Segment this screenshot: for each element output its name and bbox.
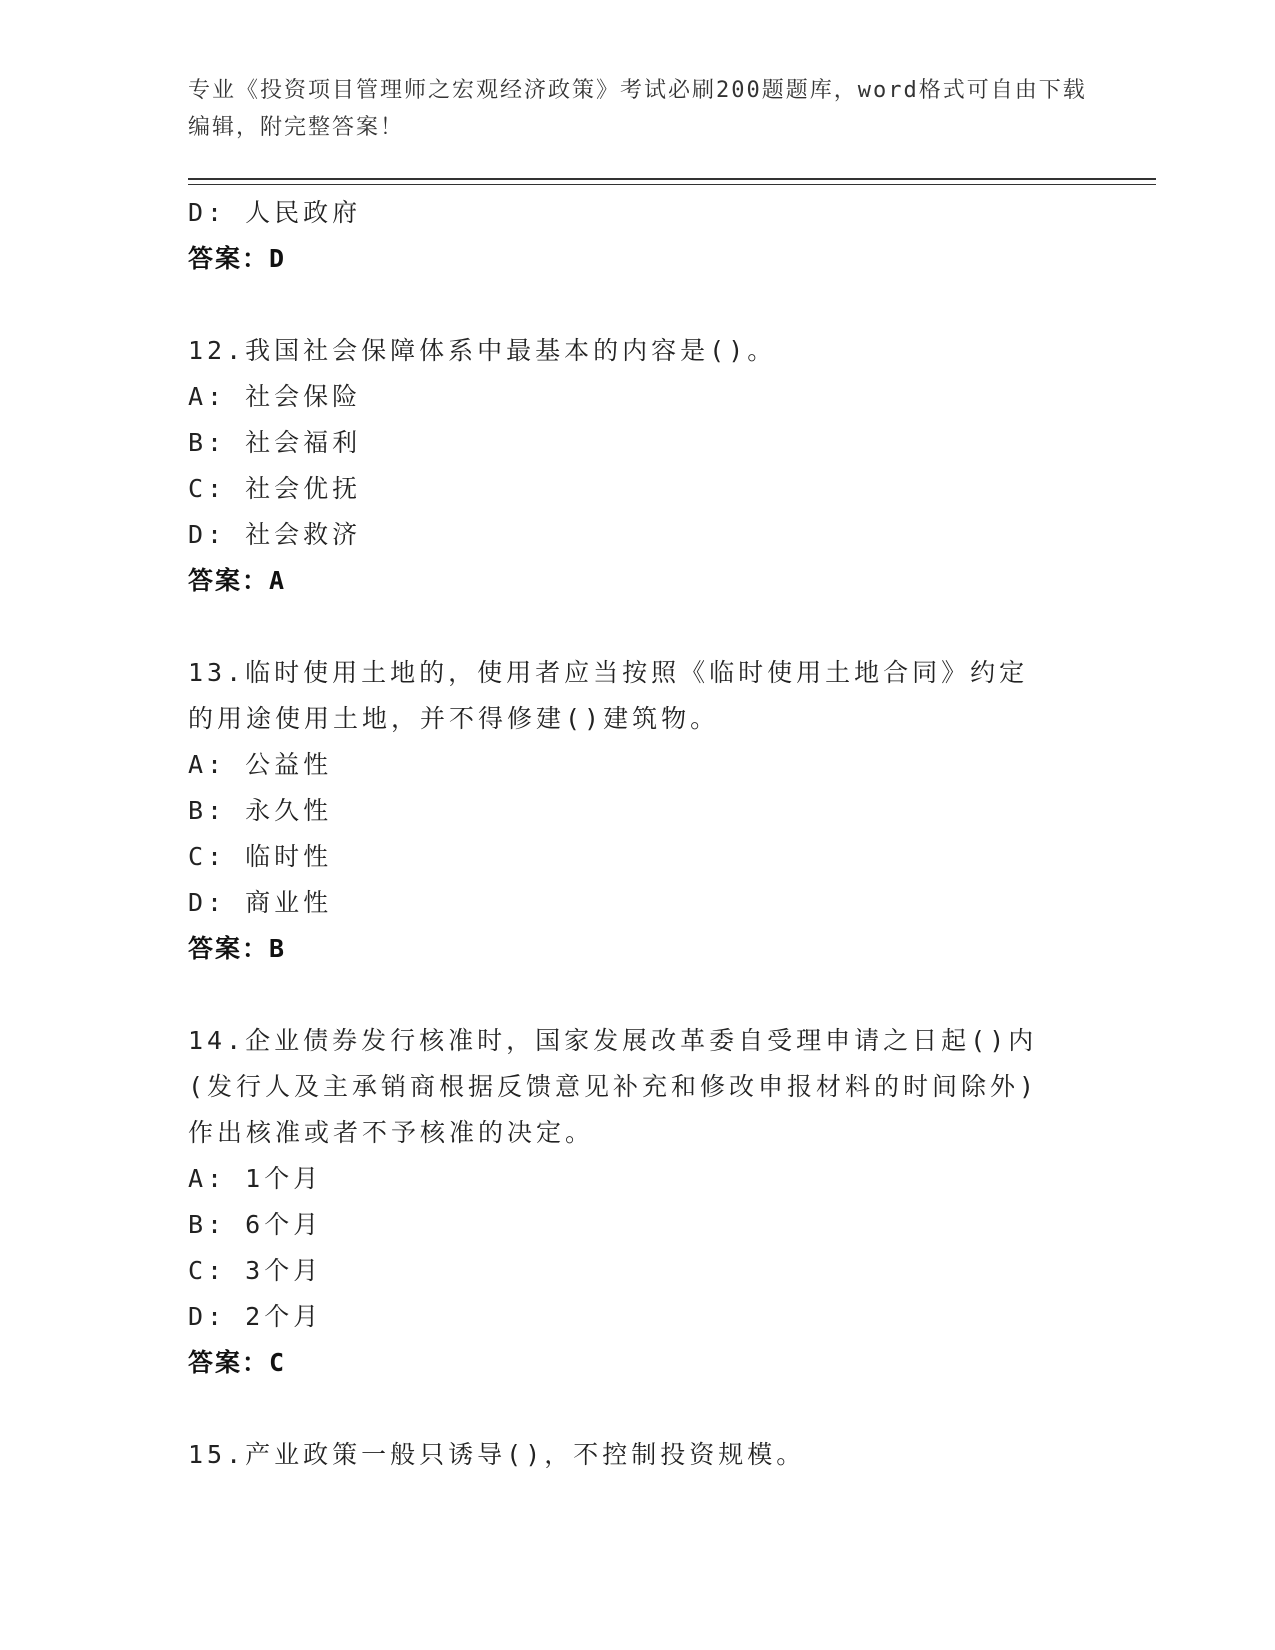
- option-c: C: 3个月: [188, 1256, 323, 1285]
- question-15: [188, 1432, 1088, 1478]
- question-text: 14.企业债券发行核准时，国家发展改革委自受理申请之日起()内(发行人及主承销商根据反馈意见补充和修改申报材料的时间除外)作出核准或者不予核准的决定。: [188, 1026, 1039, 1147]
- header-divider-thin: [188, 184, 1156, 185]
- header-divider-thick: [188, 178, 1156, 180]
- question-13: [188, 650, 1088, 972]
- answer-label: 答案：B: [188, 934, 287, 963]
- option-b: B: 社会福利: [188, 428, 362, 457]
- option-a: A: 公益性: [188, 750, 333, 779]
- question-text: 15.产业政策一般只诱导()，不控制投资规模。: [188, 1440, 806, 1469]
- option-d: D: 社会救济: [188, 520, 362, 549]
- spacer: [188, 282, 1088, 328]
- option-c: C: 临时性: [188, 842, 333, 871]
- spacer: [188, 972, 1088, 1018]
- document-header: 专业《投资项目管理师之宏观经济政策》考试必刷200题题库，word格式可自由下载编辑，附完整答案！: [188, 78, 1087, 140]
- option-a: A: 社会保险: [188, 382, 362, 411]
- option-b: B: 6个月: [188, 1210, 323, 1239]
- answer-label: 答案：C: [188, 1348, 287, 1377]
- answer-label: 答案：D: [188, 244, 287, 273]
- question-text: 12.我国社会保障体系中最基本的内容是()。: [188, 336, 777, 365]
- question-12: [188, 328, 1088, 604]
- document-body: [188, 190, 1088, 1478]
- spacer: [188, 1386, 1088, 1432]
- option-b: B: 永久性: [188, 796, 333, 825]
- question-14: [188, 1018, 1088, 1386]
- question-11-tail: [188, 190, 1088, 282]
- spacer: [188, 604, 1088, 650]
- option-c: C: 社会优抚: [188, 474, 362, 503]
- option-d: D: 人民政府: [188, 198, 362, 227]
- question-text: 13.临时使用土地的，使用者应当按照《临时使用土地合同》约定的用途使用土地，并不得修建()建筑物。: [188, 658, 1029, 733]
- option-d: D: 商业性: [188, 888, 333, 917]
- option-a: A: 1个月: [188, 1164, 323, 1193]
- option-d: D: 2个月: [188, 1302, 323, 1331]
- answer-label: 答案：A: [188, 566, 287, 595]
